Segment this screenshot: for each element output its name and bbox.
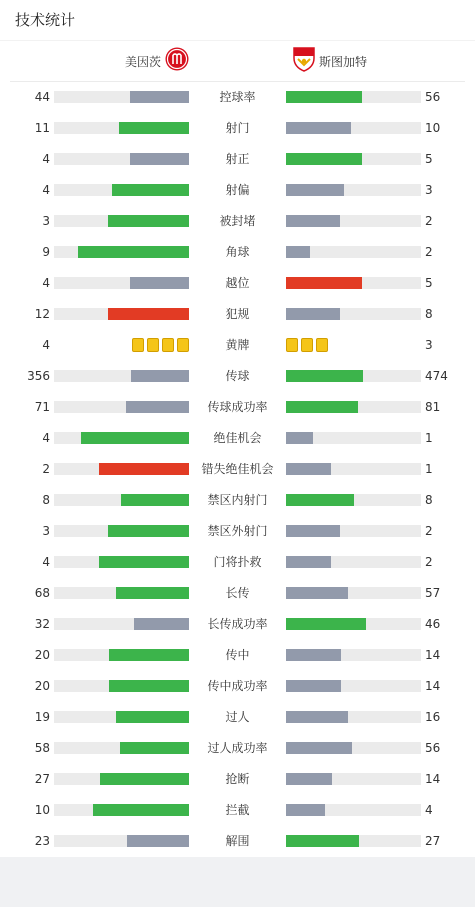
home-stat-value: 8 <box>42 493 50 507</box>
home-stat-bar-fill <box>130 91 189 103</box>
home-stat-value: 23 <box>34 834 50 848</box>
home-stat-bar <box>54 91 189 103</box>
home-stat-bar <box>54 122 189 134</box>
away-stat-value: 46 <box>425 617 441 631</box>
stat-name: 抢断 <box>225 772 250 786</box>
yellow-card-icon <box>301 338 313 352</box>
stat-row <box>0 392 475 423</box>
stat-row <box>0 764 475 795</box>
stat-row <box>0 826 475 857</box>
away-stat-value: 2 <box>425 245 433 259</box>
stat-name: 拦截 <box>225 803 250 817</box>
away-stat-value: 5 <box>425 152 433 166</box>
home-team-name: 美因茨 <box>124 54 161 69</box>
away-stat-value: 56 <box>425 90 441 104</box>
stuttgart-crest-icon <box>292 46 316 76</box>
home-stat-value: 4 <box>42 152 50 166</box>
stat-name: 解围 <box>225 834 250 848</box>
team-header <box>0 41 475 81</box>
home-stat-bar-fill <box>108 215 189 227</box>
stat-name: 射偏 <box>225 183 250 197</box>
away-stat-value: 8 <box>425 493 433 507</box>
home-stat-bar-fill <box>108 308 189 320</box>
away-stat-value: 1 <box>425 431 433 445</box>
home-stat-bar-fill <box>134 618 189 630</box>
away-stat-bar <box>286 742 421 754</box>
home-stat-bar-fill <box>120 742 189 754</box>
section-title: 技术统计 <box>15 11 76 29</box>
away-team-name: 斯图加特 <box>319 54 368 69</box>
stat-row <box>0 516 475 547</box>
away-stat-bar-fill <box>286 804 325 816</box>
home-stat-bar <box>54 835 189 847</box>
stat-name: 过人成功率 <box>207 741 268 755</box>
stat-row <box>0 609 475 640</box>
home-stat-value: 32 <box>34 617 50 631</box>
stat-row <box>0 82 475 113</box>
home-stat-value: 20 <box>34 679 50 693</box>
home-stat-value: 44 <box>34 90 50 104</box>
home-stat-bar-fill <box>130 277 189 289</box>
yellow-card-icon <box>286 338 298 352</box>
away-stat-bar-fill <box>286 494 354 506</box>
away-stat-bar-fill <box>286 215 340 227</box>
home-stat-bar <box>54 432 189 444</box>
home-stat-value: 71 <box>34 400 50 414</box>
home-stat-bar <box>54 773 189 785</box>
home-stat-value: 10 <box>34 803 50 817</box>
stat-name: 长传成功率 <box>207 617 268 631</box>
away-stat-bar-fill <box>286 184 344 196</box>
away-stat-value: 3 <box>425 183 433 197</box>
home-stat-bar-fill <box>109 680 189 692</box>
home-stat-bar <box>54 463 189 475</box>
stat-row <box>0 702 475 733</box>
away-stat-bar-fill <box>286 153 362 165</box>
away-stat-bar <box>286 618 421 630</box>
yellow-card-icon <box>177 338 189 352</box>
stat-name: 门将扑救 <box>213 555 262 569</box>
away-stat-bar <box>286 649 421 661</box>
stat-name: 角球 <box>225 245 250 259</box>
home-stat-value: 4 <box>42 183 50 197</box>
stat-name: 犯规 <box>225 307 250 321</box>
home-stat-bar-fill <box>93 804 189 816</box>
stat-row <box>0 268 475 299</box>
away-team[interactable] <box>292 48 367 74</box>
home-stat-bar-fill <box>127 835 189 847</box>
stat-name: 传中成功率 <box>207 679 268 693</box>
away-stat-bar-fill <box>286 122 351 134</box>
away-stat-bar <box>286 277 421 289</box>
home-stat-bar <box>54 215 189 227</box>
home-stat-bar <box>54 556 189 568</box>
stat-row <box>0 237 475 268</box>
away-stat-bar-fill <box>286 618 366 630</box>
away-stat-bar-fill <box>286 246 310 258</box>
home-stat-bar <box>54 680 189 692</box>
home-stat-bar <box>54 587 189 599</box>
stat-row <box>0 113 475 144</box>
stat-row <box>0 547 475 578</box>
stat-name: 被封堵 <box>219 214 256 228</box>
home-stat-bar <box>54 618 189 630</box>
away-stat-bar <box>286 432 421 444</box>
home-stat-bar-fill <box>130 153 189 165</box>
stat-row <box>0 485 475 516</box>
away-stat-bar <box>286 556 421 568</box>
home-stat-value: 9 <box>42 245 50 259</box>
away-stat-value: 56 <box>425 741 441 755</box>
home-stat-value: 3 <box>42 524 50 538</box>
away-stat-bar <box>286 122 421 134</box>
stat-row <box>0 578 475 609</box>
home-stat-value: 20 <box>34 648 50 662</box>
home-stat-bar <box>54 277 189 289</box>
away-stat-bar <box>286 184 421 196</box>
away-stat-value: 8 <box>425 307 433 321</box>
home-stat-value: 356 <box>27 369 50 383</box>
away-stat-bar <box>286 680 421 692</box>
away-stat-bar <box>286 308 421 320</box>
home-stat-value: 4 <box>42 555 50 569</box>
home-stat-bar <box>54 525 189 537</box>
away-stat-bar-fill <box>286 308 340 320</box>
away-stat-value: 14 <box>425 648 441 662</box>
stat-row <box>0 640 475 671</box>
stat-row <box>0 423 475 454</box>
away-stat-value: 81 <box>425 400 441 414</box>
home-stat-bar-fill <box>81 432 189 444</box>
away-yellow-cards <box>286 338 328 352</box>
home-stat-bar-fill <box>78 246 189 258</box>
yellow-card-icon <box>316 338 328 352</box>
away-stat-bar-fill <box>286 277 362 289</box>
away-stat-bar <box>286 773 421 785</box>
home-stat-bar <box>54 804 189 816</box>
away-stat-bar <box>286 153 421 165</box>
stat-name: 控球率 <box>219 90 256 104</box>
away-stat-bar <box>286 370 421 382</box>
away-stat-bar <box>286 835 421 847</box>
stat-name: 长传 <box>225 586 250 600</box>
home-stat-value: 2 <box>42 462 50 476</box>
home-stat-bar <box>54 494 189 506</box>
stat-row <box>0 175 475 206</box>
away-stat-value: 10 <box>425 121 441 135</box>
away-stat-bar-fill <box>286 463 331 475</box>
away-stat-bar-fill <box>286 742 352 754</box>
home-stat-bar-fill <box>99 463 189 475</box>
away-stat-value: 57 <box>425 586 441 600</box>
stat-row <box>0 206 475 237</box>
stat-name: 禁区外射门 <box>207 524 268 538</box>
home-stat-bar <box>54 184 189 196</box>
home-stat-bar <box>54 649 189 661</box>
home-stat-value: 4 <box>42 338 50 352</box>
home-stat-bar-fill <box>116 587 189 599</box>
stats-list <box>0 82 475 857</box>
home-stat-value: 4 <box>42 276 50 290</box>
away-stat-bar-fill <box>286 835 359 847</box>
home-stat-bar-fill <box>126 401 189 413</box>
home-stat-bar-fill <box>108 525 189 537</box>
away-stat-bar <box>286 587 421 599</box>
stat-name: 过人 <box>225 710 250 724</box>
home-stat-bar <box>54 153 189 165</box>
away-stat-bar <box>286 91 421 103</box>
home-stat-bar-fill <box>121 494 189 506</box>
home-stat-bar <box>54 308 189 320</box>
yellow-card-icon <box>147 338 159 352</box>
away-stat-bar-fill <box>286 556 331 568</box>
away-stat-value: 2 <box>425 214 433 228</box>
home-stat-value: 68 <box>34 586 50 600</box>
away-stat-bar-fill <box>286 587 348 599</box>
stat-name: 错失绝佳机会 <box>201 462 274 476</box>
away-stat-value: 16 <box>425 710 441 724</box>
away-stat-value: 5 <box>425 276 433 290</box>
stat-name: 传球 <box>225 369 250 383</box>
stat-row <box>0 795 475 826</box>
stat-row <box>0 454 475 485</box>
home-stat-value: 27 <box>34 772 50 786</box>
home-stat-bar-fill <box>112 184 189 196</box>
home-stat-value: 12 <box>34 307 50 321</box>
away-stat-bar <box>286 215 421 227</box>
away-stat-value: 2 <box>425 524 433 538</box>
away-stat-bar-fill <box>286 773 332 785</box>
yellow-card-icon <box>162 338 174 352</box>
away-stat-bar-fill <box>286 680 341 692</box>
home-stat-bar <box>54 246 189 258</box>
home-stat-bar <box>54 401 189 413</box>
away-stat-bar-fill <box>286 91 362 103</box>
stat-name: 黄牌 <box>225 338 250 352</box>
stat-row <box>0 733 475 764</box>
away-stat-value: 27 <box>425 834 441 848</box>
away-stat-bar-fill <box>286 649 341 661</box>
home-yellow-cards <box>132 338 189 352</box>
away-stat-bar-fill <box>286 401 358 413</box>
away-stat-value: 3 <box>425 338 433 352</box>
away-stat-value: 14 <box>425 772 441 786</box>
away-stat-bar <box>286 804 421 816</box>
away-stat-bar-fill <box>286 370 363 382</box>
away-stat-bar <box>286 494 421 506</box>
home-stat-value: 3 <box>42 214 50 228</box>
away-stat-bar-fill <box>286 432 313 444</box>
stat-name: 传球成功率 <box>207 400 268 414</box>
home-stat-value: 58 <box>34 741 50 755</box>
away-stat-bar <box>286 525 421 537</box>
away-stat-bar <box>286 401 421 413</box>
away-stat-bar <box>286 246 421 258</box>
away-stat-value: 1 <box>425 462 433 476</box>
away-stat-value: 14 <box>425 679 441 693</box>
home-stat-bar <box>54 742 189 754</box>
home-stat-value: 19 <box>34 710 50 724</box>
stat-row <box>0 330 475 361</box>
home-stat-value: 11 <box>34 121 50 135</box>
home-stat-bar <box>54 711 189 723</box>
stat-row <box>0 361 475 392</box>
yellow-card-icon <box>132 338 144 352</box>
home-stat-bar-fill <box>99 556 189 568</box>
stat-name: 绝佳机会 <box>213 431 262 445</box>
stat-name: 禁区内射门 <box>207 493 268 507</box>
stat-row <box>0 144 475 175</box>
stat-name: 射正 <box>225 152 250 166</box>
home-stat-bar-fill <box>109 649 189 661</box>
away-stat-bar-fill <box>286 711 348 723</box>
home-stat-bar-fill <box>116 711 189 723</box>
away-stat-bar-fill <box>286 525 340 537</box>
away-stat-value: 2 <box>425 555 433 569</box>
home-stat-bar-fill <box>131 370 189 382</box>
away-stat-value: 4 <box>425 803 433 817</box>
stat-name: 射门 <box>225 121 250 135</box>
home-team[interactable] <box>125 49 189 73</box>
away-stat-bar <box>286 463 421 475</box>
home-stat-value: 4 <box>42 431 50 445</box>
stat-name: 传中 <box>225 648 250 662</box>
stat-row <box>0 671 475 702</box>
home-stat-bar-fill <box>119 122 189 134</box>
away-stat-bar <box>286 711 421 723</box>
stat-row <box>0 299 475 330</box>
mainz-crest-icon <box>165 47 189 75</box>
home-stat-bar <box>54 370 189 382</box>
home-stat-bar-fill <box>100 773 189 785</box>
away-stat-value: 474 <box>425 369 448 383</box>
stat-name: 越位 <box>225 276 250 290</box>
